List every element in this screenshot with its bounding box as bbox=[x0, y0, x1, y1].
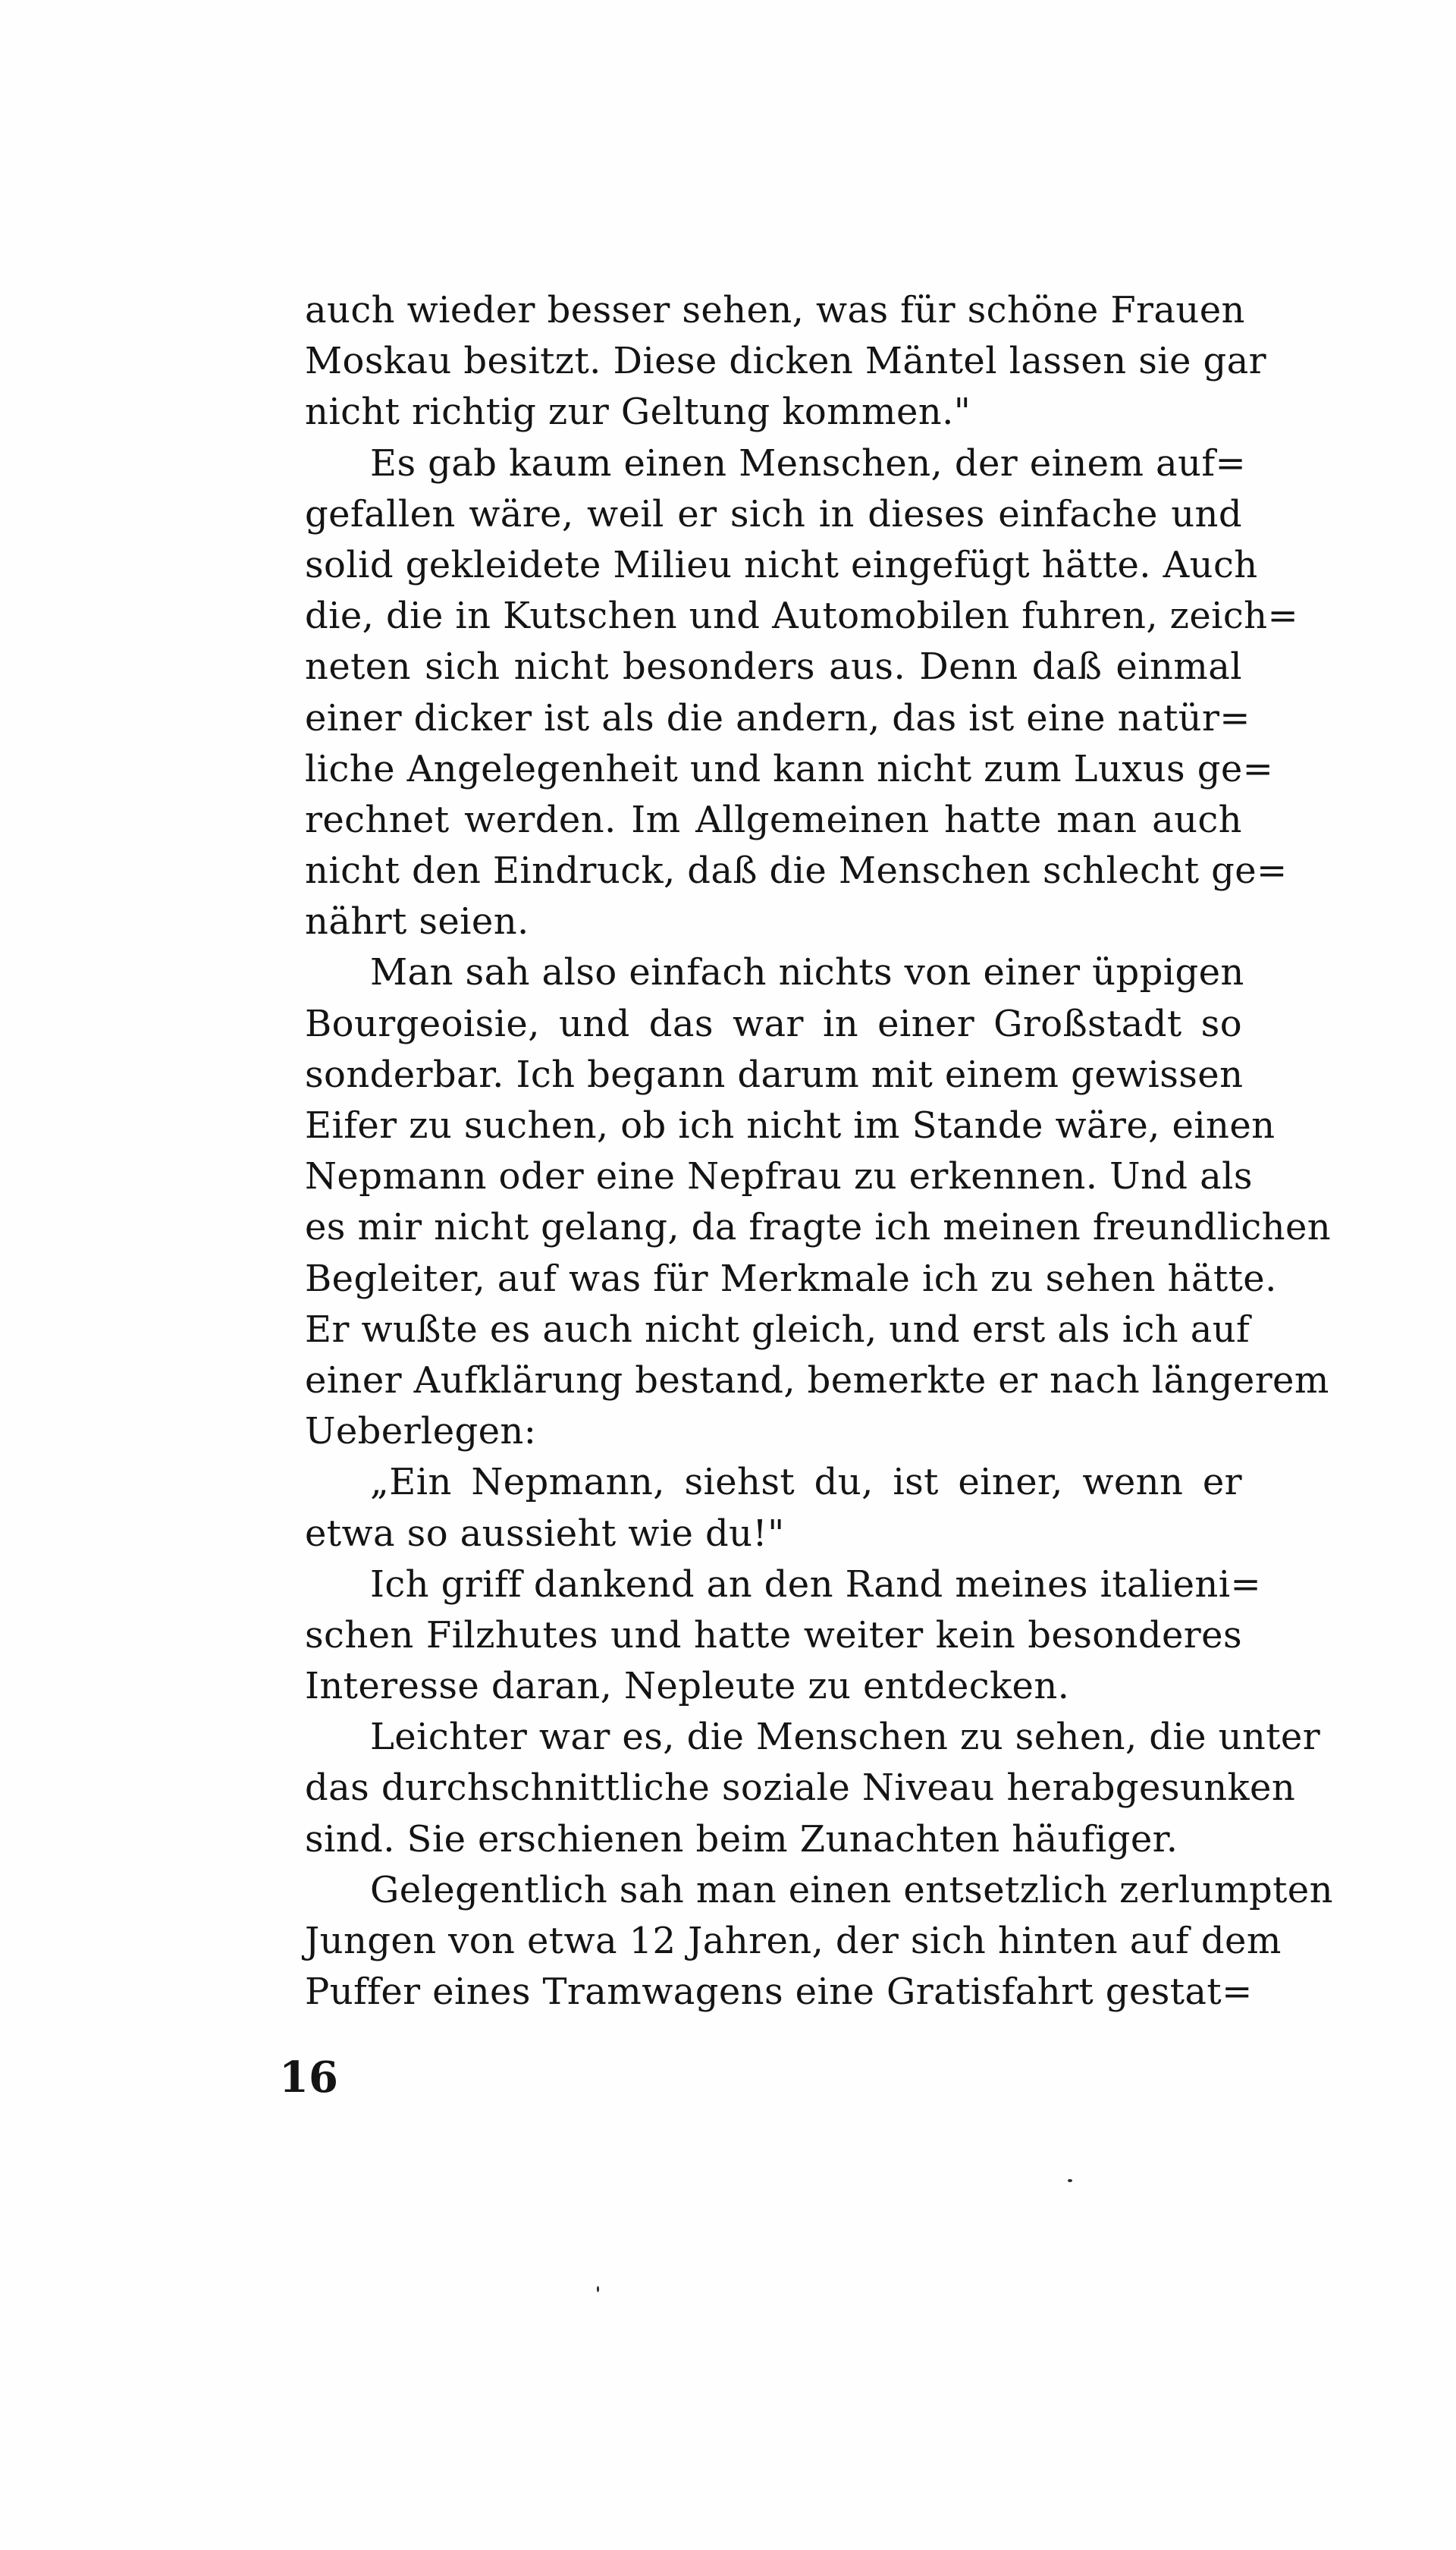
print-speck bbox=[597, 2286, 599, 2292]
text-line: einer dicker ist als die andern, das ist eine natür= bbox=[305, 696, 1250, 740]
text-line: Bourgeoisie, und das war in einer Großstadt so bbox=[305, 1002, 1242, 1045]
text-line: Nepmann oder eine Nepfrau zu erkennen. Und als bbox=[305, 1155, 1253, 1198]
text-line: gefallen wäre, weil er sich in dieses einfache und bbox=[305, 492, 1242, 535]
text-line: einer Aufklärung bestand, bemerkte er nach längerem bbox=[305, 1358, 1329, 1402]
text-line: „Ein Nepmann, siehst du, ist einer, wenn er bbox=[370, 1461, 1242, 1504]
text-line: Man sah also einfach nichts von einer üppigen bbox=[370, 951, 1244, 994]
text-line: Er wußte es auch nicht gleich, und erst als ich auf bbox=[305, 1308, 1250, 1351]
text-line: Es gab kaum einen Menschen, der einem auf= bbox=[370, 441, 1247, 485]
text-line: das durchschnittliche soziale Niveau herabgesunken bbox=[305, 1766, 1296, 1810]
print-speck bbox=[1068, 2179, 1072, 2182]
text-line: nicht den Eindruck, daß die Menschen schlecht ge= bbox=[305, 849, 1288, 893]
text-line: sonderbar. Ich begann darum mit einem gewissen bbox=[305, 1053, 1244, 1096]
text-line: Ich griff dankend an den Rand meines italieni= bbox=[370, 1562, 1262, 1606]
text-line: schen Filzhutes und hatte weiter kein besonderes bbox=[305, 1613, 1242, 1657]
text-line: Eifer zu suchen, ob ich nicht im Stande wäre, einen bbox=[305, 1104, 1276, 1147]
text-line: Jungen von etwa 12 Jahren, der sich hinten auf dem bbox=[305, 1920, 1282, 1962]
text-line: liche Angelegenheit und kann nicht zum Luxus ge= bbox=[305, 747, 1274, 790]
text-line: auch wieder besser sehen, was für schöne Frauen bbox=[305, 289, 1245, 331]
text-line: sind. Sie erschienen beim Zunachten häufiger. bbox=[305, 1817, 1178, 1861]
text-line: die, die in Kutschen und Automobilen fuhren, zeich= bbox=[305, 595, 1299, 638]
text-line: Begleiter, auf was für Merkmale ich zu sehen hätte. bbox=[305, 1257, 1277, 1300]
text-line: Gelegentlich sah man einen entsetzlich zerlumpten bbox=[370, 1868, 1333, 1911]
text-line: rechnet werden. Im Allgemeinen hatte man auch bbox=[305, 798, 1242, 841]
text-line: Moskau besitzt. Diese dicken Mäntel lassen sie gar bbox=[305, 340, 1266, 383]
text-line: solid gekleidete Milieu nicht eingefügt hätte. Auch bbox=[305, 543, 1258, 586]
text-line: Puffer eines Tramwagens eine Gratisfahrt gestat= bbox=[305, 1971, 1253, 2014]
text-line: nicht richtig zur Geltung kommen." bbox=[305, 391, 971, 434]
page-number: 16 bbox=[279, 2052, 338, 2102]
text-line: Leichter war es, die Menschen zu sehen, die unter bbox=[370, 1716, 1321, 1759]
text-line: etwa so aussieht wie du!" bbox=[305, 1512, 785, 1555]
text-line: es mir nicht gelang, da fragte ich meinen freundlichen bbox=[305, 1206, 1332, 1249]
text-line: neten sich nicht besonders aus. Denn daß einmal bbox=[305, 645, 1242, 689]
body-text bbox=[305, 285, 1333, 2018]
text-line: nährt seien. bbox=[305, 900, 529, 944]
text-line: Ueberlegen: bbox=[305, 1410, 537, 1453]
text-line: Interesse daran, Nepleute zu entdecken. bbox=[305, 1665, 1070, 1708]
